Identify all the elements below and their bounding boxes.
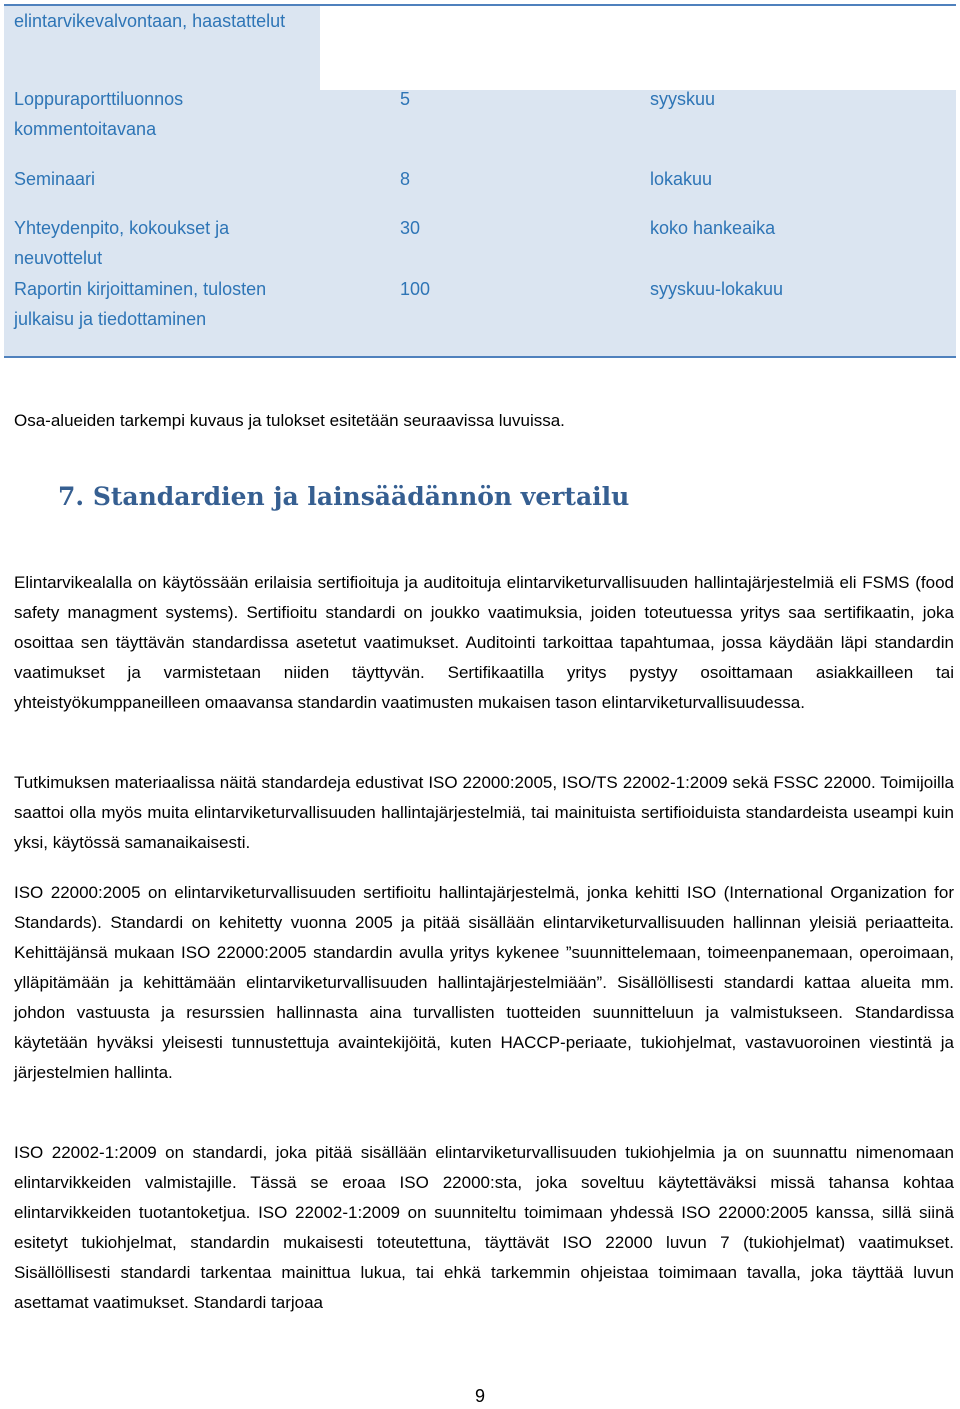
table-cell-activity: Loppuraporttiluonnos kommentoitavana <box>14 89 184 139</box>
paragraph: ISO 22002-1:2009 on standardi, joka pitää sisällään elintarviketurvallisuuden tukiohjelmia ja on suunnattu nimenomaan elintarvikkeiden valmistajille. Tässä se eroaa ISO 22000:sta, joka soveltuu käytettäväksi missä tahansa kohtaa elintarvikkeiden tuotantoketjua. ISO 22002-1:2009 on suunniteltu toimimaan yhdessä ISO 22000:2005 kanssa, sillä siinä esitetyt tukiohjelmat, standardin mukaisesti toteutettuna, täyttävät ISO 22000 luvun 7 (tukiohjelmat) vaatimukset. Sisällöllisesti standardi tarkentaa mainittua lukua, tai ehkä tarkemmin ohjeistaa toimimaan tavalla, joka täyttää luvun asettamat vaatimukset. Standardi tarjoaa <box>14 1143 954 1312</box>
section-number: 7. <box>58 482 85 511</box>
table-cell-days: 5 <box>400 89 411 109</box>
table-cell-activity: Seminaari <box>14 169 96 189</box>
table-cell-activity: Yhteydenpito, kokoukset ja neuvottelut <box>14 218 230 268</box>
table-cell-days: 8 <box>400 169 411 189</box>
table-cell-days: 100 <box>400 279 431 299</box>
table-cell-timing: syyskuu <box>650 89 716 109</box>
intro-text: Osa-alueiden tarkempi kuvaus ja tulokset esitetään seuraavissa luvuissa. <box>14 411 565 430</box>
paragraph: Elintarvikealalla on käytössään erilaisia sertifioituja ja auditoituja elintarviketurvallisuuden hallintajärjestelmiä eli FSMS (food safety managment systems). Sertifioitu standardi on joukko vaatimuksia, joiden toteutuessa yritys saa sertifikaatin, joka osoittaa sen täyttävän standardissa asetetut vaatimukset. Auditointi tarkoittaa tapahtumaa, jossa käydään läpi standardin vaatimukset ja varmistetaan niiden täyttyvän. Sertifikaatilla yritys pystyy osoittamaan asiakkailleen tai yhteistyökumppaneilleen omaavansa standardin vaatimusten mukaisen tason elintarviketurvallisuudessa. <box>14 573 954 712</box>
table-cell-activity: Raportin kirjoittaminen, tulosten julkaisu ja tiedottaminen <box>14 279 267 329</box>
schedule-table <box>4 6 956 358</box>
section-heading <box>58 482 629 511</box>
table-cell-timing: syyskuu-lokakuu <box>650 279 784 299</box>
table-band <box>320 6 956 90</box>
paragraph: Tutkimuksen materiaalissa näitä standardeja edustivat ISO 22000:2005, ISO/TS 22002-1:2009 sekä FSSC 22000. Toimijoilla saattoi olla myös muita elintarviketurvallisuuden hallintajärjestelmiä, tai mainituista sertifioiduista standardeista useampi kuin yksi, käytössä samanaikaisesti. <box>14 773 954 852</box>
page-number: 9 <box>474 1386 485 1406</box>
table-cell-activity: elintarvikevalvontaan, haastattelut <box>14 11 286 31</box>
table-cell-timing: koko hankeaika <box>650 218 776 238</box>
paragraph: ISO 22000:2005 on elintarviketurvallisuuden sertifioitu hallintajärjestelmä, jonka kehitti ISO (International Organization for Standards). Standardi on kehitetty vuonna 2005 ja pitää sisällään elintarviketurvallisuuden hallinnan yleisiä periaatteita. Kehittäjänsä mukaan ISO 22000:2005 standardin avulla yritys kykenee ”suunnittelemaan, toimeenpanemaan, operoimaan, ylläpitämään ja kehittämään elintarviketurvallisuuden hallintajärjestelmiään”. Sisällöllisesti standardi kattaa alueita mm. johdon vastuusta ja resurssien hallinnasta aina turvallisten tuotteiden suunnitteluun ja valmistukseen. Standardissa käytetään hyväksi yleisesti tunnustettuja avaintekijöitä, kuten HACCP-periaate, tukiohjelmat, vastavuoroinen viestintä ja järjestelmien hallinta. <box>14 883 954 1082</box>
table-cell-timing: lokakuu <box>650 169 713 189</box>
section-title: Standardien ja lainsäädännön vertailu <box>92 482 630 511</box>
table-cell-days: 30 <box>400 218 421 238</box>
